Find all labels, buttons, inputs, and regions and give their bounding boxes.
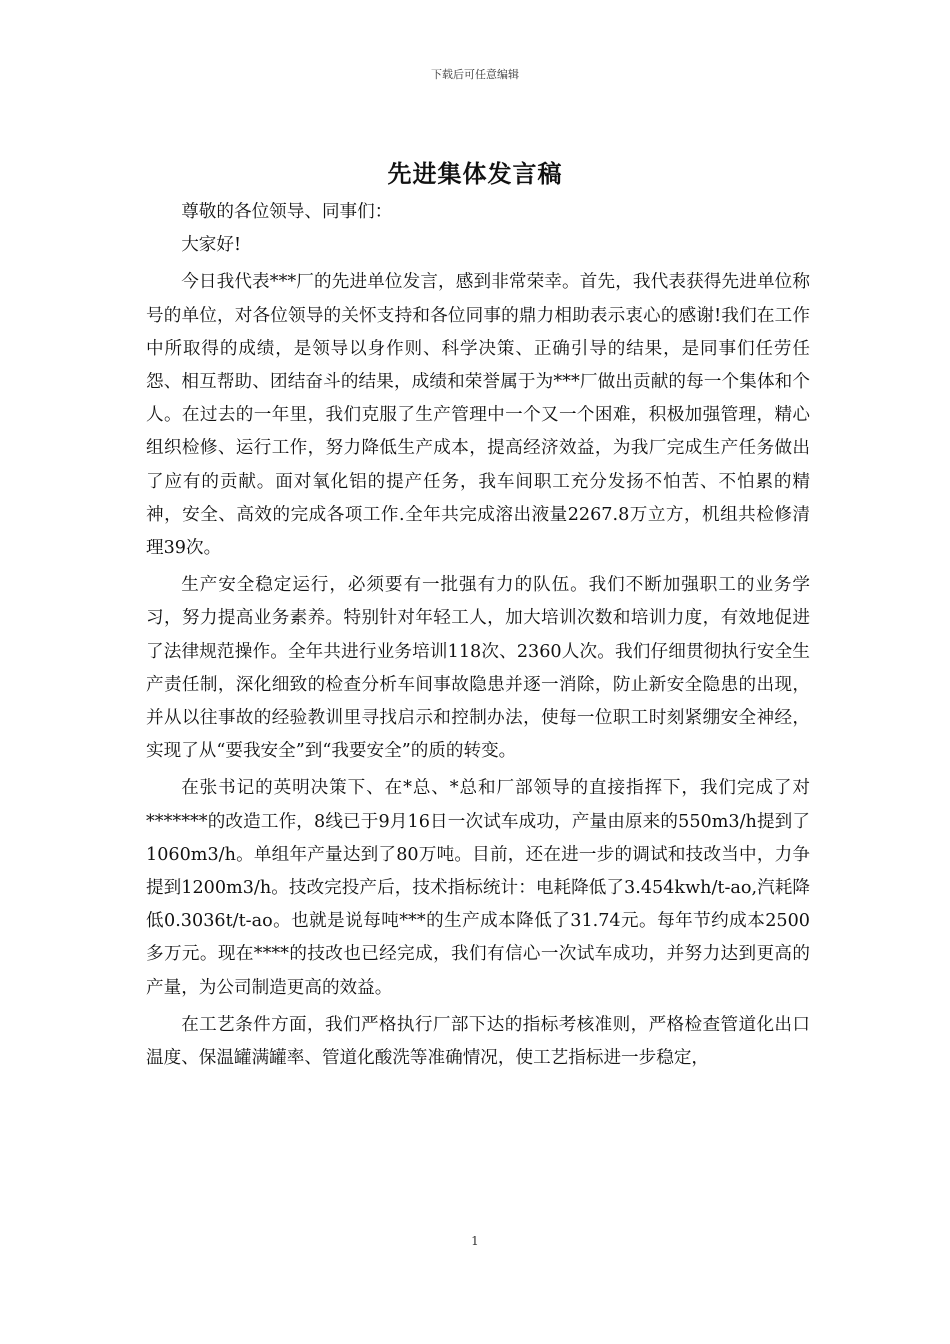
paragraph-4: 在工艺条件方面，我们严格执行厂部下达的指标考核准则，严格检查管道化出口温度、保温罐满罐率、管道化酸洗等准确情况，使工艺指标进一步稳定， bbox=[146, 1014, 810, 1069]
document-body bbox=[146, 196, 810, 1075]
greeting: 大家好! bbox=[181, 235, 242, 256]
salutation: 尊敬的各位领导、同事们： bbox=[181, 202, 393, 222]
document-title: 先进集体发言稿 bbox=[387, 160, 563, 188]
page-number: 1 bbox=[471, 1234, 479, 1248]
paragraph-1: 今日我代表***厂的先进单位发言，感到非常荣幸。首先，我代表获得先进单位称号的单位，对各位领导的关怀支持和各位同事的鼎力相助表示衷心的感谢!我们在工作中所取得的成绩，是领导以身作则、科学决策、正确引导的结果，是同事们任劳任怨、相互帮助、团结奋斗的结果，成绩和荣誉属于为***厂做出贡献的每一个集体和个人。在过去的一年里，我们克服了生产管理中一个又一个困难，积极加强管理，精心组织检修、运行工作，努力降低生产成本，提高经济效益，为我厂完成生产任务做出了应有的贡献。面对氧化铝的提产任务，我车间职工充分发扬不怕苦、不怕累的精神，安全、高效的完成各项工作.全年共完成溶出液量2267.8万立方，机组共检修清理39次。 bbox=[146, 272, 810, 559]
paragraph-3: 在张书记的英明决策下、在*总、*总和厂部领导的直接指挥下，我们完成了对*******的改造工作，8线已于9月16日一次试车成功，产量由原来的550m3/h提到了1060m3/h。单组年产量达到了80万吨。目前，还在进一步的调试和技改当中，力争提到1200m3/h。技改完投产后，技术指标统计：电耗降低了3.454kwh/t-ao,汽耗降低0.3036t/t-ao。也就是说每吨***的生产成本降低了31.74元。每年节约成本2500多万元。现在****的技改也已经完成，我们有信心一次试车成功，并努力达到更高的产量，为公司制造更高的效益。 bbox=[146, 778, 810, 998]
header-note: 下载后可任意编辑 bbox=[431, 68, 519, 81]
paragraph-2: 生产安全稳定运行，必须要有一批强有力的队伍。我们不断加强职工的业务学习，努力提高业务素养。特别针对年轻工人，加大培训次数和培训力度，有效地促进了法律规范操作。全年共进行业务培训118次、2360人次。我们仔细贯彻执行安全生产责任制，深化细致的检查分析车间事故隐患并逐一消除，防止新安全隐患的出现，并从以往事故的经验教训里寻找启示和控制办法，使每一位职工时刻紧绷安全神经，实现了从“要我安全”到“我要安全”的质的转变。 bbox=[146, 575, 810, 762]
